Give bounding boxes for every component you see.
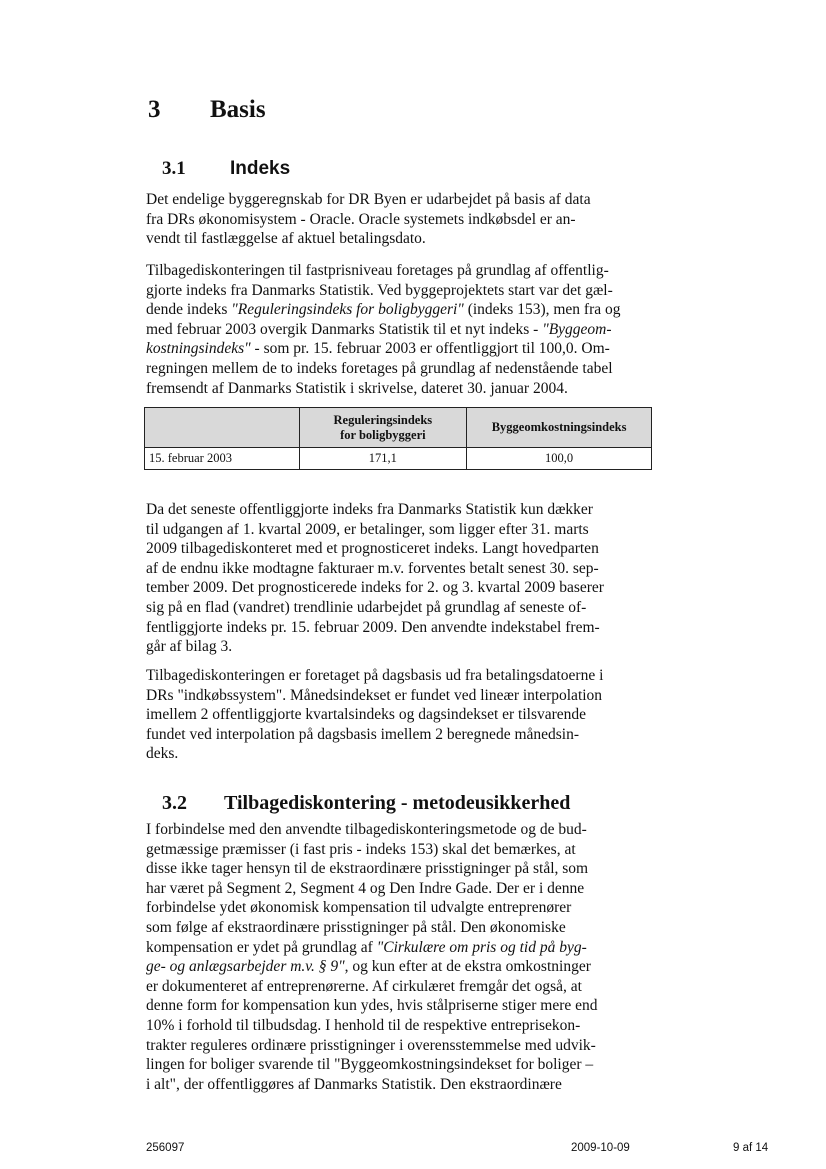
- text-line: deks.: [146, 745, 179, 763]
- text-line: Tilbagediskonteringen er foretaget på dagsbasis ud fra betalingsdatoerne i: [146, 667, 604, 684]
- text-line: getmæssige præmisser (i fast pris - indeks 153) skal det bemærkes, at: [146, 840, 576, 858]
- text-run: - som pr. 15. februar 2003 er offentliggjort til 100,0. Om-: [250, 340, 610, 358]
- text-run: dende indeks: [146, 301, 232, 319]
- text-line: lingen for boliger svarende til "Byggeomkostningsindekset for boliger –: [146, 1056, 594, 1074]
- text-line: regningen mellem de to indeks foretages på grundlag af nedenstående tabel: [146, 359, 613, 377]
- text-line: Da det seneste offentliggjorte indeks fra Danmarks Statistik kun dækker: [146, 501, 593, 518]
- text-line: fentliggjorte indeks pr. 15. februar 2009. Den anvendte indekstabel frem-: [146, 618, 600, 636]
- section-heading-3-1: [162, 158, 290, 180]
- cell-reguleringsindeks: 171,1: [299, 448, 467, 470]
- header-cell-reguleringsindeks: [299, 408, 467, 448]
- text-run: , og kun efter at de ekstra omkostninger: [344, 958, 591, 976]
- text-line: imellem 2 offentliggjorte kvartalsindeks og dagsindekset er tilsvarende: [146, 706, 587, 724]
- text-line: vendt til fastlæggelse af aktuel betalingsdato.: [146, 230, 426, 248]
- header-cell-empty: [145, 408, 300, 448]
- footer-date: 2009-10-09: [571, 1142, 630, 1154]
- text-run: kompensation er ydet på grundlag af: [146, 938, 377, 956]
- text-line: 10% i forhold til tilbudsdag. I henhold til de respektive entreprisekon-: [146, 1016, 581, 1034]
- section-title: Indeks: [230, 158, 291, 179]
- text-line: forbindelse ydet økonomisk kompensation til udvalgte entreprenører: [146, 899, 572, 917]
- text-line: fremsendt af Danmarks Statistik i skrivelse, dateret 30. januar 2004.: [146, 379, 568, 397]
- text-line: DRs "indkøbssystem". Månedsindekset er fundet ved lineær interpolation: [146, 686, 603, 704]
- text-line: fra DRs økonomisystem - Oracle. Oracle systemets indkøbsdel er an-: [146, 210, 576, 228]
- text-run: med februar 2003 overgik Danmarks Statistik til et nyt indeks -: [146, 320, 543, 338]
- text-line: Det endelige byggeregnskab for DR Byen er udarbejdet på basis af data: [146, 191, 591, 208]
- circular-name-italic: ge- og anlægsarbejder m.v. § 9": [146, 958, 345, 976]
- text-line: af de endnu ikke modtagne fakturaer m.v. forventes betalt senest 30. sep-: [146, 559, 599, 577]
- section-number: 3.1: [162, 158, 186, 179]
- index-name-italic: "Byggeom-: [542, 320, 612, 338]
- chapter-heading: [148, 96, 266, 124]
- text-line: [146, 339, 646, 359]
- text-line: denne form for kompensation kun ydes, hvis stålpriserne stiger mere end: [146, 997, 598, 1015]
- footer-page-number: 9 af 14: [733, 1142, 769, 1154]
- text-line: fundet ved interpolation på dagsbasis imellem 2 beregnede månedsin-: [146, 725, 580, 743]
- index-name-italic: "Reguleringsindeks for boligbyggeri": [231, 301, 464, 319]
- paragraph-forecast-index: [146, 500, 646, 657]
- text-line: trakter reguleres ordinære prisstigninger i overensstemmelse med udvik-: [146, 1036, 596, 1054]
- chapter-title: Basis: [210, 96, 266, 123]
- chapter-number: 3: [148, 96, 161, 123]
- index-name-italic: kostningsindeks": [146, 340, 251, 358]
- text-line: [146, 938, 646, 958]
- text-run: (indeks 153), men fra og: [463, 301, 621, 319]
- text-line: [146, 957, 646, 977]
- text-line: til udgangen af 1. kvartal 2009, er betalinger, som ligger efter 31. marts: [146, 520, 589, 538]
- paragraph-index-conversion: [146, 261, 646, 398]
- paragraph-data-source: [146, 190, 646, 249]
- text-line: tember 2009. Det prognosticerede indeks for 2. og 3. kvartal 2009 baserer: [146, 579, 604, 597]
- paragraph-method-uncertainty: [146, 820, 646, 1094]
- section-number: 3.2: [162, 792, 187, 814]
- header-cell-byggeomkostningsindeks: Byggeomkostningsindeks: [467, 408, 652, 448]
- section-heading-3-2: [162, 792, 570, 815]
- cell-byggeomkostningsindeks: 100,0: [467, 448, 652, 470]
- header-text: for boligbyggeri: [340, 427, 426, 442]
- text-line: sig på en flad (vandret) trendlinie udarbejdet på grundlag af seneste of-: [146, 598, 587, 616]
- index-table: [144, 407, 652, 470]
- text-line: [146, 300, 646, 320]
- text-line: [146, 320, 646, 340]
- table-row: [145, 448, 652, 470]
- circular-name-italic: "Cirkulære om pris og tid på byg-: [376, 938, 587, 956]
- section-title: Tilbagediskontering - metodeusikkerhed: [224, 792, 571, 814]
- index-table-header-row: [145, 408, 652, 448]
- text-line: som følge af ekstraordinære prisstigninger på stål. Den økonomiske: [146, 918, 566, 936]
- text-line: gjorte indeks fra Danmarks Statistik. Ved byggeprojektets start var det gæl-: [146, 281, 613, 299]
- text-line: 2009 tilbagediskonteret med et prognosticeret indeks. Langt hovedparten: [146, 540, 599, 558]
- text-line: er dokumenteret af entreprenørerne. Af cirkulæret fremgår det også, at: [146, 977, 582, 995]
- text-line: Tilbagediskonteringen til fastprisniveau foretages på grundlag af offentlig-: [146, 262, 609, 279]
- text-line: disse ikke tager hensyn til de ekstraordinære prisstigninger på stål, som: [146, 860, 589, 878]
- text-line: I forbindelse med den anvendte tilbagediskonteringsmetode og de bud-: [146, 821, 587, 838]
- text-line: i alt", der offentliggøres af Danmarks Statistik. Den ekstraordinære: [146, 1075, 562, 1093]
- paragraph-daily-basis: [146, 666, 646, 764]
- footer-doc-number: 256097: [146, 1142, 185, 1154]
- text-line: går af bilag 3.: [146, 638, 233, 656]
- text-line: har været på Segment 2, Segment 4 og Den Indre Gade. Der er i denne: [146, 879, 585, 897]
- cell-date: 15. februar 2003: [145, 448, 300, 470]
- header-text: Reguleringsindeks: [333, 412, 433, 427]
